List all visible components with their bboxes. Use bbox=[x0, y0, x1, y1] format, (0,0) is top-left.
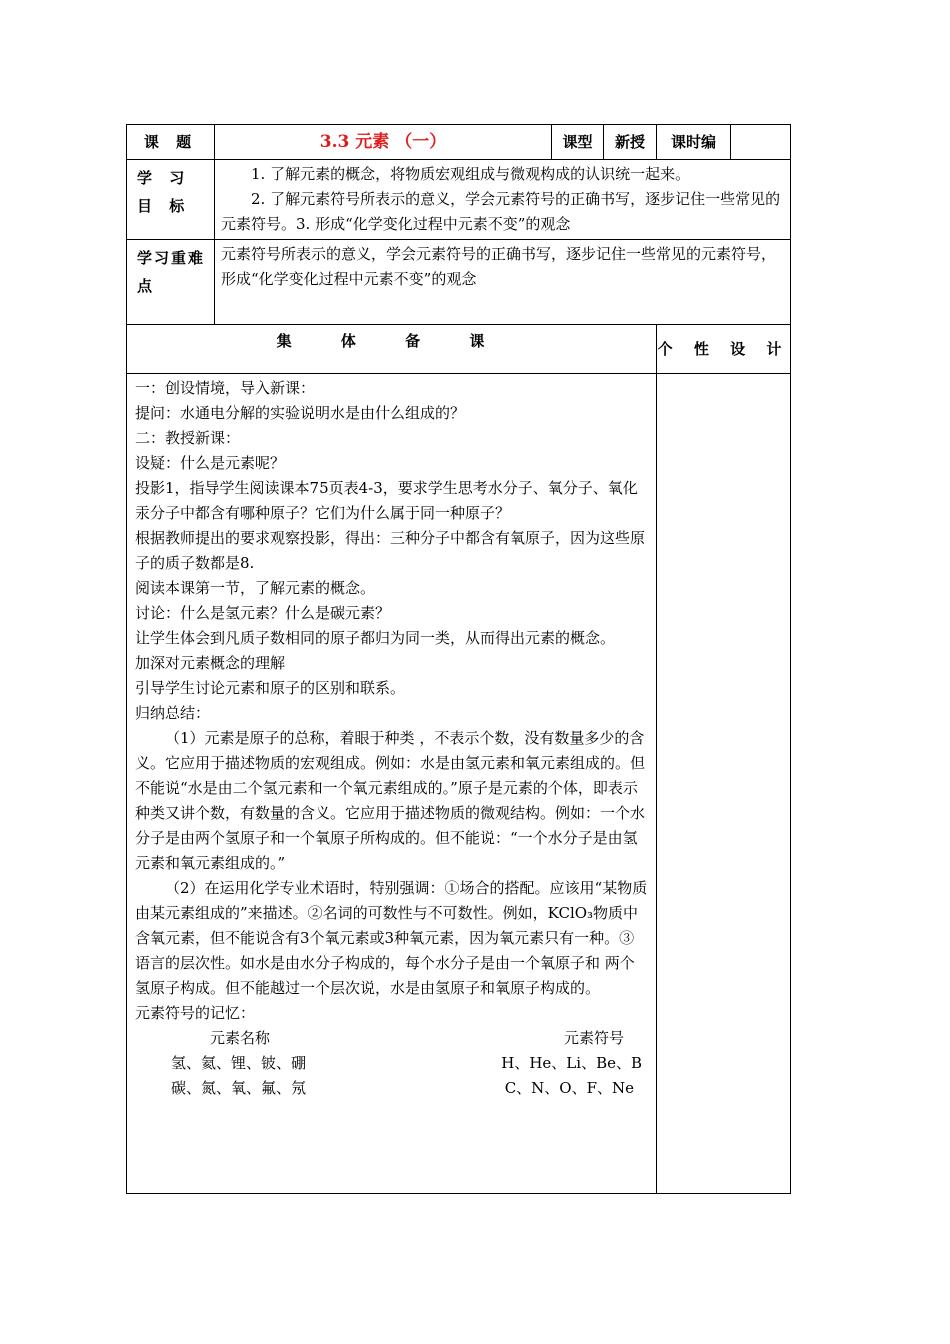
type-value: 新授 bbox=[604, 125, 657, 160]
body-line: 投影1，指导学生阅读课本75页表4-3，要求学生思考水分子、氧分子、氧化汞分子中都含有哪种原子？它们为什么属于同一种原子？ bbox=[135, 479, 638, 522]
element-symbols-row: C、N、O、F、Ne bbox=[504, 1079, 634, 1097]
objective-1: 1. 了解元素的概念，将物质宏观组成与微观构成的认识统一起来。 bbox=[251, 165, 691, 183]
element-names-row: 碳、氮、氧、氟、氖 bbox=[171, 1079, 307, 1097]
body-line: 讨论：什么是氢元素？什么是碳元素？ bbox=[135, 604, 391, 622]
memo-title: 元素符号的记忆： bbox=[135, 1004, 256, 1022]
keypoints-content: 元素符号所表示的意义，学会元素符号的正确书写，逐步记住一些常见的元素符号，形成“化学变化过程中元素不变”的观念 bbox=[215, 240, 791, 325]
topic-label: 课 题 bbox=[127, 125, 215, 160]
lesson-title: 3.3 元素 （一） bbox=[215, 125, 552, 160]
objectives-label: 学 习 目 标 bbox=[127, 160, 215, 240]
body-line: 二：教授新课： bbox=[135, 429, 241, 447]
personal-header: 个 性 设 计 bbox=[657, 325, 791, 374]
body-line: 阅读本课第一节，了解元素的概念。 bbox=[135, 579, 376, 597]
element-names-row: 氢、氦、锂、铍、硼 bbox=[171, 1054, 307, 1072]
body-line: 加深对元素概念的理解 bbox=[135, 654, 286, 672]
col-element-symbol: 元素符号 bbox=[563, 1029, 624, 1047]
keypoints-label: 学习重难点 bbox=[127, 240, 215, 325]
objectives-content bbox=[215, 160, 791, 240]
lesson-body bbox=[127, 374, 657, 1194]
col-element-name: 元素名称 bbox=[210, 1029, 271, 1047]
collective-header: 集 体 备 课 bbox=[127, 325, 657, 374]
body-line: 提问：水通电分解的实验说明水是由什么组成的？ bbox=[135, 404, 466, 422]
lesson-plan bbox=[126, 124, 790, 1194]
body-line: 引导学生讨论元素和原子的区别和联系。 bbox=[135, 679, 406, 697]
element-symbol-table bbox=[135, 1026, 648, 1101]
type-label: 课型 bbox=[552, 125, 604, 160]
period-value bbox=[731, 125, 791, 160]
body-line: 让学生体会到凡质子数相同的原子都归为同一类，从而得出元素的概念。 bbox=[135, 629, 616, 647]
body-line: 设疑：什么是元素呢？ bbox=[135, 454, 286, 472]
body-line: 根据教师提出的要求观察投影，得出：三种分子中都含有氧原子，因为这些原子的质子数都是8. bbox=[135, 529, 646, 572]
summary-paragraph-1: （1）元素是原子的总称，着眼于种类 ，不表示个数，没有数量多少的含义。它应用于描述物质的宏观组成。例如：水是由氢元素和氧元素组成的。但不能说“水是由二个氢元素和一个氧元素组成的。”原子是元素的个体，即表示种类又讲个数，有数量的含义。它应用于描述物质的微观结构。例如：一个水分子是由两个氢原子和一个氧原子所构成的。但不能说：“一个水分子是由氢元素和氧元素组成的。” bbox=[135, 729, 646, 872]
lesson-table bbox=[126, 124, 791, 1194]
summary-paragraph-2: （2）在运用化学专业术语时，特别强调：①场合的搭配。应该用“某物质由某元素组成的”来描述。②名词的可数性与不可数性。例如，KClO₃物质中含氧元素，但不能说含有3个氧元素或3种氧元素，因为氧元素只有一种。③语言的层次性。如水是由水分子构成的，每个水分子是由一个氧原子和 两个氢原子构成。但不能越过一个层次说，水是由氢原子和氧原子构成的。 bbox=[135, 879, 648, 997]
objective-2: 2. 了解元素符号所表示的意义，学会元素符号的正确书写，逐步记住一些常见的元素符号。3. 形成“化学变化过程中元素不变”的观念 bbox=[221, 190, 781, 233]
body-line: 一：创设情境，导入新课： bbox=[135, 379, 316, 397]
element-symbols-row: H、He、Li、Be、B bbox=[501, 1054, 642, 1072]
period-label: 课时编 bbox=[657, 125, 731, 160]
body-line: 归纳总结： bbox=[135, 704, 211, 722]
personal-design-cell bbox=[657, 374, 791, 1194]
